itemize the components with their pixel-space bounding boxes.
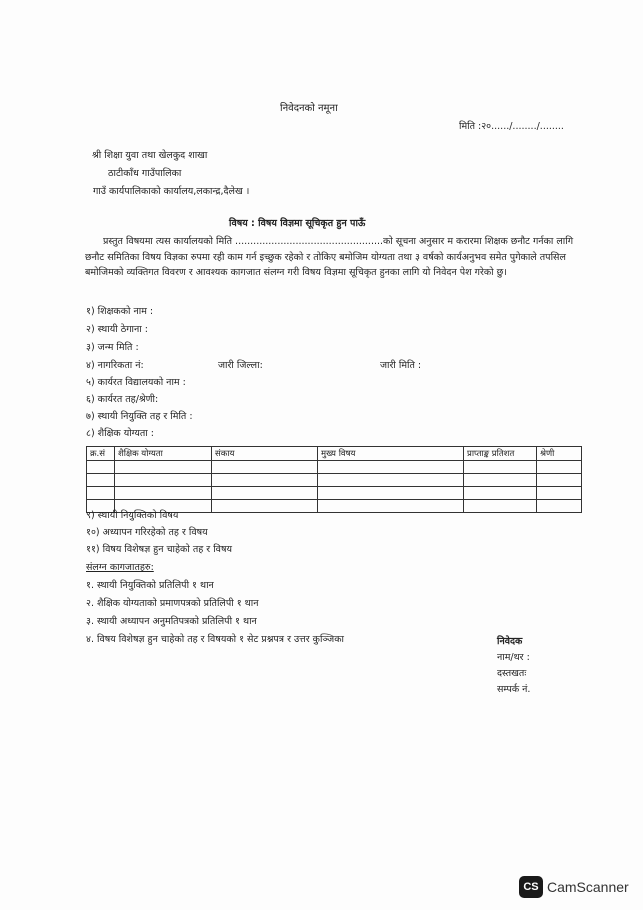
field-citizenship-number: ४) नागरिकता नं: [86, 360, 144, 371]
attachment-item: ३. स्थायी अध्यापन अनुमतिपत्रको प्रतिलिपी १ थान [86, 616, 257, 627]
addressee-line-1: श्री शिक्षा युवा तथा खेलकुद शाखा [92, 150, 208, 161]
table-header-cell: प्राप्ताङ्क प्रतिशत [464, 447, 537, 461]
table-cell [212, 461, 318, 474]
signature-name: नाम/थर : [497, 652, 530, 663]
camscanner-logo-icon: CS [519, 876, 543, 898]
table-cell [464, 474, 537, 487]
attachment-item: १. स्थायी नियुक्तिको प्रतिलिपी १ थान [86, 580, 214, 591]
addressee-line-2: ठाटीकाँध गाउँपालिका [108, 168, 182, 179]
field-birth-date: ३) जन्म मिति : [86, 342, 139, 353]
field-permanent-appointment: ७) स्थायी नियुक्ति तह र मिति : [86, 411, 193, 422]
table-cell [212, 474, 318, 487]
table-cell [318, 487, 464, 500]
signature-title: निवेदक [497, 636, 523, 647]
subject-line: विषय : विषय विज्ञमा सूचिकृत हुन पाऊँ [229, 218, 366, 229]
qualification-table [86, 446, 582, 513]
table-cell [115, 474, 212, 487]
table-cell [212, 487, 318, 500]
attachment-item: ४. विषय विशेषज्ञ हुन चाहेको तह र विषयको १ सेट प्रश्नपत्र र उत्तर कुञ्जिका [86, 634, 344, 645]
field-issue-date: जारी मिति : [380, 360, 422, 371]
table-cell [537, 461, 582, 474]
table-header-cell: शैक्षिक योग्यता [115, 447, 212, 461]
form-title: निवेदनको नमूना [280, 103, 338, 114]
attachment-item: २. शैक्षिक योग्यताको प्रमाणपत्रको प्रतिलिपी १ थान [86, 598, 259, 609]
table-cell [115, 487, 212, 500]
field-permanent-subject: ९) स्थायी नियुक्तिको विषय [86, 510, 179, 521]
field-qualification: ८) शैक्षिक योग्यता : [86, 428, 154, 439]
signature-contact: सम्पर्क नं. [497, 684, 531, 695]
table-cell [318, 461, 464, 474]
signature-sign: दस्तखतः [497, 668, 527, 679]
field-teaching-level: १०) अध्यापन गरिरहेको तह र विषय [86, 527, 208, 538]
attachments-heading: संलग्न कागजातहरु: [86, 562, 154, 573]
body-paragraph: प्रस्तुत विषयमा त्यस कार्यालयको मिति .................................................को सूचना अनुसार म करारमा शिक्षक छनौट गर्नका लागि छनौट समितिका विषय विज्ञका रुपमा रही काम गर्न इच्छुक रहेको र तोकिए बमोजिम योग्यता तथा ३ वर्षको कार्यअनुभव समेत पुगेकाले तपसिल बमोजिमको व्यक्तिगत विवरण र आवश्यक कागजात संलग्न गरी विषय विज्ञमा सूचिकृत हुनका लागि यो निवेदन पेश गरेको छु। [85, 236, 574, 278]
table-cell [87, 487, 115, 500]
table-cell [537, 500, 582, 513]
table-cell [464, 461, 537, 474]
table-cell [537, 474, 582, 487]
table-header-cell: क्र.सं [87, 447, 115, 461]
table-row [87, 461, 582, 474]
field-permanent-address: २) स्थायी ठेगाना : [86, 324, 148, 335]
table-cell [87, 461, 115, 474]
table-row [87, 474, 582, 487]
table-cell [318, 500, 464, 513]
table-header-cell: मुख्य विषय [318, 447, 464, 461]
addressee-line-3: गाउँ कार्यपालिकाको कार्यालय,लकान्द्र,दैलेख । [93, 186, 250, 197]
date-field: मिति :२०....../......../........ [459, 121, 564, 132]
table-cell [318, 474, 464, 487]
camscanner-watermark: CamScanner [547, 879, 629, 895]
field-school-name: ५) कार्यरत विद्यालयको नाम : [86, 377, 186, 388]
table-cell [537, 487, 582, 500]
table-cell [464, 487, 537, 500]
field-teacher-name: १) शिक्षकको नाम : [86, 306, 154, 317]
table-header-cell: संकाय [212, 447, 318, 461]
table-cell [87, 474, 115, 487]
field-level-grade: ६) कार्यरत तह/श्रेणी: [86, 394, 159, 405]
field-expert-level: ११) विषय विशेषज्ञ हुन चाहेको तह र विषय [86, 544, 232, 555]
table-header-row [87, 447, 582, 461]
table-row [87, 487, 582, 500]
table-cell [115, 461, 212, 474]
table-cell [464, 500, 537, 513]
table-header-cell: श्रेणी [537, 447, 582, 461]
table-cell [212, 500, 318, 513]
field-issue-district: जारी जिल्ला: [218, 360, 263, 371]
